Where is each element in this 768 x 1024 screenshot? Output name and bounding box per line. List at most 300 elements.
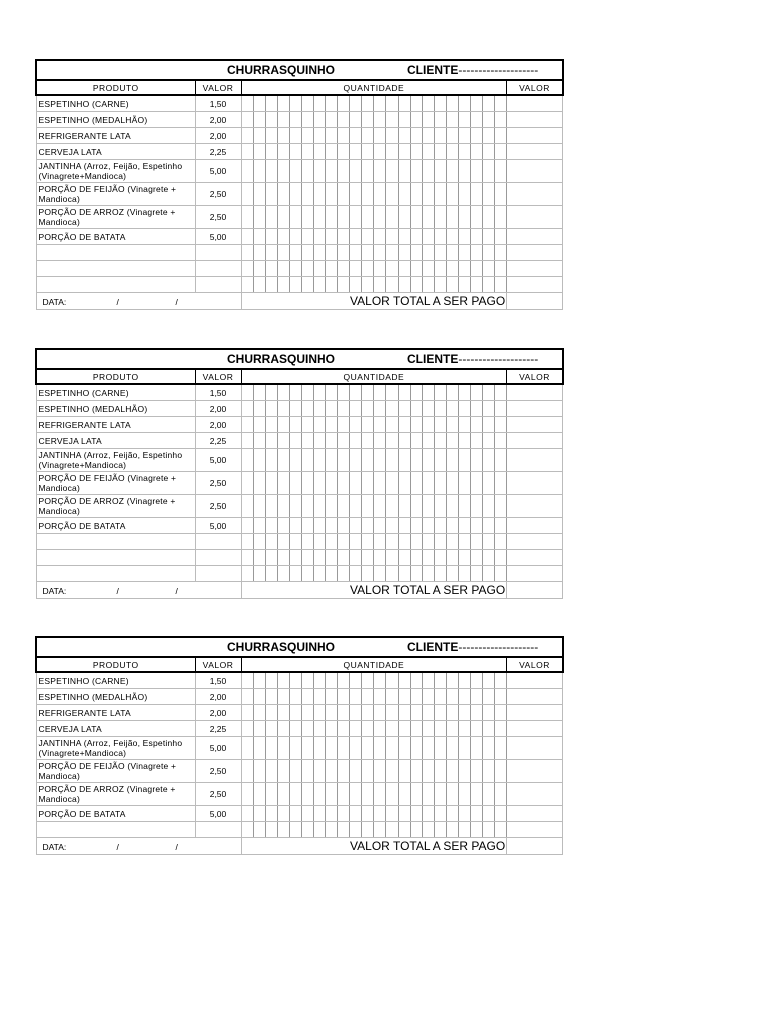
- quantity-cell[interactable]: [434, 401, 446, 417]
- quantity-cell[interactable]: [289, 95, 301, 112]
- client-field[interactable]: [407, 63, 538, 77]
- quantity-cell[interactable]: [446, 261, 458, 277]
- quantity-cell[interactable]: [434, 144, 446, 160]
- row-total-cell[interactable]: [507, 472, 563, 495]
- quantity-cell[interactable]: [338, 433, 350, 449]
- quantity-cell[interactable]: [313, 261, 325, 277]
- quantity-cell[interactable]: [398, 689, 410, 705]
- quantity-cell[interactable]: [398, 144, 410, 160]
- quantity-cell[interactable]: [410, 95, 422, 112]
- quantity-cell[interactable]: [470, 417, 482, 433]
- quantity-cell[interactable]: [362, 534, 374, 550]
- quantity-cell[interactable]: [386, 401, 398, 417]
- quantity-cell[interactable]: [422, 401, 434, 417]
- quantity-cell[interactable]: [265, 277, 277, 293]
- row-total-cell[interactable]: [507, 277, 563, 293]
- quantity-cell[interactable]: [434, 183, 446, 206]
- quantity-cell[interactable]: [470, 229, 482, 245]
- grand-total-cell[interactable]: [507, 293, 563, 310]
- quantity-cell[interactable]: [338, 495, 350, 518]
- quantity-cell[interactable]: [326, 534, 338, 550]
- quantity-cell[interactable]: [398, 417, 410, 433]
- quantity-cell[interactable]: [374, 806, 386, 822]
- quantity-cell[interactable]: [446, 160, 458, 183]
- quantity-cell[interactable]: [265, 449, 277, 472]
- quantity-cell[interactable]: [374, 401, 386, 417]
- quantity-cell[interactable]: [350, 721, 362, 737]
- quantity-cell[interactable]: [326, 689, 338, 705]
- quantity-cell[interactable]: [326, 472, 338, 495]
- quantity-cell[interactable]: [277, 95, 289, 112]
- quantity-cell[interactable]: [338, 112, 350, 128]
- quantity-cell[interactable]: [495, 277, 507, 293]
- quantity-cell[interactable]: [458, 689, 470, 705]
- quantity-cell[interactable]: [241, 206, 253, 229]
- quantity-cell[interactable]: [422, 737, 434, 760]
- quantity-cell[interactable]: [326, 144, 338, 160]
- quantity-cell[interactable]: [253, 433, 265, 449]
- quantity-cell[interactable]: [386, 245, 398, 261]
- quantity-cell[interactable]: [374, 472, 386, 495]
- quantity-cell[interactable]: [350, 206, 362, 229]
- quantity-cell[interactable]: [277, 144, 289, 160]
- quantity-cell[interactable]: [458, 672, 470, 689]
- quantity-cell[interactable]: [277, 433, 289, 449]
- quantity-cell[interactable]: [338, 705, 350, 721]
- quantity-cell[interactable]: [374, 566, 386, 582]
- quantity-cell[interactable]: [458, 160, 470, 183]
- quantity-cell[interactable]: [470, 401, 482, 417]
- quantity-cell[interactable]: [241, 433, 253, 449]
- client-field[interactable]: [407, 640, 538, 654]
- quantity-cell[interactable]: [253, 672, 265, 689]
- quantity-cell[interactable]: [350, 160, 362, 183]
- row-total-cell[interactable]: [507, 433, 563, 449]
- quantity-cell[interactable]: [495, 705, 507, 721]
- quantity-cell[interactable]: [350, 737, 362, 760]
- quantity-cell[interactable]: [495, 737, 507, 760]
- quantity-cell[interactable]: [289, 737, 301, 760]
- quantity-cell[interactable]: [446, 822, 458, 838]
- quantity-cell[interactable]: [338, 518, 350, 534]
- quantity-cell[interactable]: [386, 806, 398, 822]
- quantity-cell[interactable]: [434, 737, 446, 760]
- quantity-cell[interactable]: [434, 245, 446, 261]
- quantity-cell[interactable]: [386, 518, 398, 534]
- quantity-cell[interactable]: [470, 206, 482, 229]
- quantity-cell[interactable]: [313, 518, 325, 534]
- quantity-cell[interactable]: [362, 760, 374, 783]
- quantity-cell[interactable]: [277, 112, 289, 128]
- quantity-cell[interactable]: [338, 229, 350, 245]
- quantity-cell[interactable]: [398, 245, 410, 261]
- quantity-cell[interactable]: [301, 261, 313, 277]
- date-field[interactable]: [36, 293, 241, 310]
- quantity-cell[interactable]: [362, 112, 374, 128]
- quantity-cell[interactable]: [265, 518, 277, 534]
- quantity-cell[interactable]: [265, 128, 277, 144]
- quantity-cell[interactable]: [386, 277, 398, 293]
- quantity-cell[interactable]: [446, 566, 458, 582]
- quantity-cell[interactable]: [241, 689, 253, 705]
- quantity-cell[interactable]: [338, 737, 350, 760]
- quantity-cell[interactable]: [326, 449, 338, 472]
- quantity-cell[interactable]: [386, 183, 398, 206]
- quantity-cell[interactable]: [458, 534, 470, 550]
- quantity-cell[interactable]: [410, 144, 422, 160]
- quantity-cell[interactable]: [374, 518, 386, 534]
- quantity-cell[interactable]: [277, 721, 289, 737]
- quantity-cell[interactable]: [470, 245, 482, 261]
- quantity-cell[interactable]: [313, 783, 325, 806]
- quantity-cell[interactable]: [313, 206, 325, 229]
- quantity-cell[interactable]: [374, 112, 386, 128]
- row-total-cell[interactable]: [507, 229, 563, 245]
- quantity-cell[interactable]: [374, 449, 386, 472]
- quantity-cell[interactable]: [265, 822, 277, 838]
- quantity-cell[interactable]: [374, 534, 386, 550]
- quantity-cell[interactable]: [301, 672, 313, 689]
- quantity-cell[interactable]: [398, 760, 410, 783]
- quantity-cell[interactable]: [458, 401, 470, 417]
- quantity-cell[interactable]: [313, 183, 325, 206]
- quantity-cell[interactable]: [446, 229, 458, 245]
- quantity-cell[interactable]: [374, 783, 386, 806]
- quantity-cell[interactable]: [362, 433, 374, 449]
- quantity-cell[interactable]: [446, 245, 458, 261]
- quantity-cell[interactable]: [253, 472, 265, 495]
- quantity-cell[interactable]: [265, 144, 277, 160]
- quantity-cell[interactable]: [434, 721, 446, 737]
- quantity-cell[interactable]: [458, 760, 470, 783]
- quantity-cell[interactable]: [410, 433, 422, 449]
- quantity-cell[interactable]: [362, 806, 374, 822]
- quantity-cell[interactable]: [253, 160, 265, 183]
- quantity-cell[interactable]: [277, 672, 289, 689]
- row-total-cell[interactable]: [507, 806, 563, 822]
- quantity-cell[interactable]: [362, 128, 374, 144]
- quantity-cell[interactable]: [410, 760, 422, 783]
- quantity-cell[interactable]: [483, 783, 495, 806]
- quantity-cell[interactable]: [313, 144, 325, 160]
- quantity-cell[interactable]: [338, 277, 350, 293]
- quantity-cell[interactable]: [350, 534, 362, 550]
- row-total-cell[interactable]: [507, 183, 563, 206]
- quantity-cell[interactable]: [301, 760, 313, 783]
- quantity-cell[interactable]: [495, 518, 507, 534]
- quantity-cell[interactable]: [253, 705, 265, 721]
- quantity-cell[interactable]: [422, 183, 434, 206]
- quantity-cell[interactable]: [277, 566, 289, 582]
- quantity-cell[interactable]: [470, 95, 482, 112]
- quantity-cell[interactable]: [386, 261, 398, 277]
- quantity-cell[interactable]: [495, 384, 507, 401]
- quantity-cell[interactable]: [495, 160, 507, 183]
- quantity-cell[interactable]: [398, 705, 410, 721]
- quantity-cell[interactable]: [386, 160, 398, 183]
- quantity-cell[interactable]: [386, 721, 398, 737]
- quantity-cell[interactable]: [241, 417, 253, 433]
- quantity-cell[interactable]: [350, 783, 362, 806]
- quantity-cell[interactable]: [277, 783, 289, 806]
- quantity-cell[interactable]: [446, 417, 458, 433]
- quantity-cell[interactable]: [241, 672, 253, 689]
- quantity-cell[interactable]: [398, 783, 410, 806]
- quantity-cell[interactable]: [386, 417, 398, 433]
- row-total-cell[interactable]: [507, 495, 563, 518]
- quantity-cell[interactable]: [362, 550, 374, 566]
- quantity-cell[interactable]: [301, 206, 313, 229]
- quantity-cell[interactable]: [277, 518, 289, 534]
- quantity-cell[interactable]: [483, 449, 495, 472]
- quantity-cell[interactable]: [362, 737, 374, 760]
- quantity-cell[interactable]: [350, 261, 362, 277]
- quantity-cell[interactable]: [410, 737, 422, 760]
- quantity-cell[interactable]: [241, 721, 253, 737]
- quantity-cell[interactable]: [483, 689, 495, 705]
- quantity-cell[interactable]: [470, 721, 482, 737]
- quantity-cell[interactable]: [422, 449, 434, 472]
- quantity-cell[interactable]: [241, 760, 253, 783]
- quantity-cell[interactable]: [265, 160, 277, 183]
- quantity-cell[interactable]: [301, 160, 313, 183]
- quantity-cell[interactable]: [313, 760, 325, 783]
- quantity-cell[interactable]: [458, 822, 470, 838]
- quantity-cell[interactable]: [277, 495, 289, 518]
- quantity-cell[interactable]: [398, 112, 410, 128]
- quantity-cell[interactable]: [313, 277, 325, 293]
- quantity-cell[interactable]: [495, 144, 507, 160]
- row-total-cell[interactable]: [507, 737, 563, 760]
- quantity-cell[interactable]: [350, 229, 362, 245]
- quantity-cell[interactable]: [241, 518, 253, 534]
- quantity-cell[interactable]: [398, 672, 410, 689]
- quantity-cell[interactable]: [446, 128, 458, 144]
- quantity-cell[interactable]: [470, 822, 482, 838]
- quantity-cell[interactable]: [253, 95, 265, 112]
- quantity-cell[interactable]: [410, 495, 422, 518]
- quantity-cell[interactable]: [313, 495, 325, 518]
- quantity-cell[interactable]: [422, 550, 434, 566]
- quantity-cell[interactable]: [265, 229, 277, 245]
- quantity-cell[interactable]: [434, 417, 446, 433]
- quantity-cell[interactable]: [446, 760, 458, 783]
- quantity-cell[interactable]: [446, 183, 458, 206]
- quantity-cell[interactable]: [483, 705, 495, 721]
- quantity-cell[interactable]: [374, 705, 386, 721]
- quantity-cell[interactable]: [313, 433, 325, 449]
- quantity-cell[interactable]: [362, 783, 374, 806]
- quantity-cell[interactable]: [265, 737, 277, 760]
- quantity-cell[interactable]: [410, 783, 422, 806]
- quantity-cell[interactable]: [422, 806, 434, 822]
- quantity-cell[interactable]: [386, 705, 398, 721]
- quantity-cell[interactable]: [289, 518, 301, 534]
- quantity-cell[interactable]: [495, 401, 507, 417]
- quantity-cell[interactable]: [350, 95, 362, 112]
- quantity-cell[interactable]: [362, 672, 374, 689]
- quantity-cell[interactable]: [241, 806, 253, 822]
- quantity-cell[interactable]: [386, 534, 398, 550]
- quantity-cell[interactable]: [422, 566, 434, 582]
- quantity-cell[interactable]: [398, 550, 410, 566]
- quantity-cell[interactable]: [470, 472, 482, 495]
- quantity-cell[interactable]: [398, 449, 410, 472]
- quantity-cell[interactable]: [301, 806, 313, 822]
- quantity-cell[interactable]: [483, 433, 495, 449]
- quantity-cell[interactable]: [398, 433, 410, 449]
- quantity-cell[interactable]: [386, 384, 398, 401]
- quantity-cell[interactable]: [458, 229, 470, 245]
- quantity-cell[interactable]: [386, 128, 398, 144]
- quantity-cell[interactable]: [495, 721, 507, 737]
- quantity-cell[interactable]: [386, 783, 398, 806]
- quantity-cell[interactable]: [277, 229, 289, 245]
- quantity-cell[interactable]: [374, 144, 386, 160]
- quantity-cell[interactable]: [483, 822, 495, 838]
- quantity-cell[interactable]: [410, 449, 422, 472]
- quantity-cell[interactable]: [241, 160, 253, 183]
- quantity-cell[interactable]: [422, 206, 434, 229]
- quantity-cell[interactable]: [446, 721, 458, 737]
- quantity-cell[interactable]: [241, 144, 253, 160]
- quantity-cell[interactable]: [289, 721, 301, 737]
- quantity-cell[interactable]: [289, 128, 301, 144]
- quantity-cell[interactable]: [374, 160, 386, 183]
- quantity-cell[interactable]: [350, 277, 362, 293]
- quantity-cell[interactable]: [241, 128, 253, 144]
- quantity-cell[interactable]: [265, 183, 277, 206]
- quantity-cell[interactable]: [434, 518, 446, 534]
- quantity-cell[interactable]: [410, 183, 422, 206]
- quantity-cell[interactable]: [241, 261, 253, 277]
- quantity-cell[interactable]: [241, 737, 253, 760]
- quantity-cell[interactable]: [253, 417, 265, 433]
- quantity-cell[interactable]: [326, 822, 338, 838]
- quantity-cell[interactable]: [410, 550, 422, 566]
- quantity-cell[interactable]: [253, 822, 265, 838]
- quantity-cell[interactable]: [253, 277, 265, 293]
- quantity-cell[interactable]: [470, 144, 482, 160]
- quantity-cell[interactable]: [362, 384, 374, 401]
- quantity-cell[interactable]: [338, 760, 350, 783]
- quantity-cell[interactable]: [483, 384, 495, 401]
- quantity-cell[interactable]: [338, 183, 350, 206]
- quantity-cell[interactable]: [362, 495, 374, 518]
- quantity-cell[interactable]: [398, 806, 410, 822]
- quantity-cell[interactable]: [338, 472, 350, 495]
- quantity-cell[interactable]: [422, 518, 434, 534]
- quantity-cell[interactable]: [374, 737, 386, 760]
- quantity-cell[interactable]: [386, 689, 398, 705]
- quantity-cell[interactable]: [446, 449, 458, 472]
- quantity-cell[interactable]: [241, 822, 253, 838]
- quantity-cell[interactable]: [458, 550, 470, 566]
- row-total-cell[interactable]: [507, 672, 563, 689]
- quantity-cell[interactable]: [362, 417, 374, 433]
- quantity-cell[interactable]: [458, 245, 470, 261]
- quantity-cell[interactable]: [241, 229, 253, 245]
- date-field[interactable]: [36, 838, 241, 855]
- quantity-cell[interactable]: [434, 261, 446, 277]
- quantity-cell[interactable]: [289, 401, 301, 417]
- quantity-cell[interactable]: [338, 689, 350, 705]
- quantity-cell[interactable]: [495, 449, 507, 472]
- quantity-cell[interactable]: [374, 277, 386, 293]
- quantity-cell[interactable]: [277, 261, 289, 277]
- quantity-cell[interactable]: [265, 689, 277, 705]
- row-total-cell[interactable]: [507, 261, 563, 277]
- quantity-cell[interactable]: [386, 206, 398, 229]
- quantity-cell[interactable]: [495, 183, 507, 206]
- quantity-cell[interactable]: [313, 401, 325, 417]
- quantity-cell[interactable]: [495, 806, 507, 822]
- quantity-cell[interactable]: [253, 566, 265, 582]
- quantity-cell[interactable]: [277, 183, 289, 206]
- quantity-cell[interactable]: [289, 261, 301, 277]
- quantity-cell[interactable]: [338, 144, 350, 160]
- quantity-cell[interactable]: [446, 384, 458, 401]
- quantity-cell[interactable]: [265, 760, 277, 783]
- quantity-cell[interactable]: [265, 495, 277, 518]
- quantity-cell[interactable]: [301, 566, 313, 582]
- quantity-cell[interactable]: [301, 417, 313, 433]
- quantity-cell[interactable]: [446, 433, 458, 449]
- quantity-cell[interactable]: [483, 95, 495, 112]
- quantity-cell[interactable]: [398, 384, 410, 401]
- quantity-cell[interactable]: [277, 417, 289, 433]
- quantity-cell[interactable]: [434, 806, 446, 822]
- quantity-cell[interactable]: [253, 261, 265, 277]
- quantity-cell[interactable]: [301, 721, 313, 737]
- quantity-cell[interactable]: [265, 417, 277, 433]
- quantity-cell[interactable]: [495, 245, 507, 261]
- quantity-cell[interactable]: [289, 245, 301, 261]
- client-field[interactable]: [407, 352, 538, 366]
- quantity-cell[interactable]: [410, 401, 422, 417]
- row-total-cell[interactable]: [507, 128, 563, 144]
- quantity-cell[interactable]: [265, 783, 277, 806]
- quantity-cell[interactable]: [301, 128, 313, 144]
- quantity-cell[interactable]: [386, 495, 398, 518]
- quantity-cell[interactable]: [326, 566, 338, 582]
- quantity-cell[interactable]: [470, 495, 482, 518]
- quantity-cell[interactable]: [386, 822, 398, 838]
- quantity-cell[interactable]: [362, 566, 374, 582]
- row-total-cell[interactable]: [507, 160, 563, 183]
- quantity-cell[interactable]: [277, 689, 289, 705]
- quantity-cell[interactable]: [350, 550, 362, 566]
- quantity-cell[interactable]: [495, 261, 507, 277]
- quantity-cell[interactable]: [434, 433, 446, 449]
- quantity-cell[interactable]: [470, 518, 482, 534]
- quantity-cell[interactable]: [301, 518, 313, 534]
- quantity-cell[interactable]: [313, 417, 325, 433]
- quantity-cell[interactable]: [313, 689, 325, 705]
- quantity-cell[interactable]: [253, 721, 265, 737]
- quantity-cell[interactable]: [483, 806, 495, 822]
- quantity-cell[interactable]: [374, 822, 386, 838]
- quantity-cell[interactable]: [350, 112, 362, 128]
- quantity-cell[interactable]: [253, 206, 265, 229]
- quantity-cell[interactable]: [470, 689, 482, 705]
- quantity-cell[interactable]: [350, 245, 362, 261]
- quantity-cell[interactable]: [265, 534, 277, 550]
- quantity-cell[interactable]: [350, 760, 362, 783]
- quantity-cell[interactable]: [495, 672, 507, 689]
- quantity-cell[interactable]: [241, 550, 253, 566]
- quantity-cell[interactable]: [265, 566, 277, 582]
